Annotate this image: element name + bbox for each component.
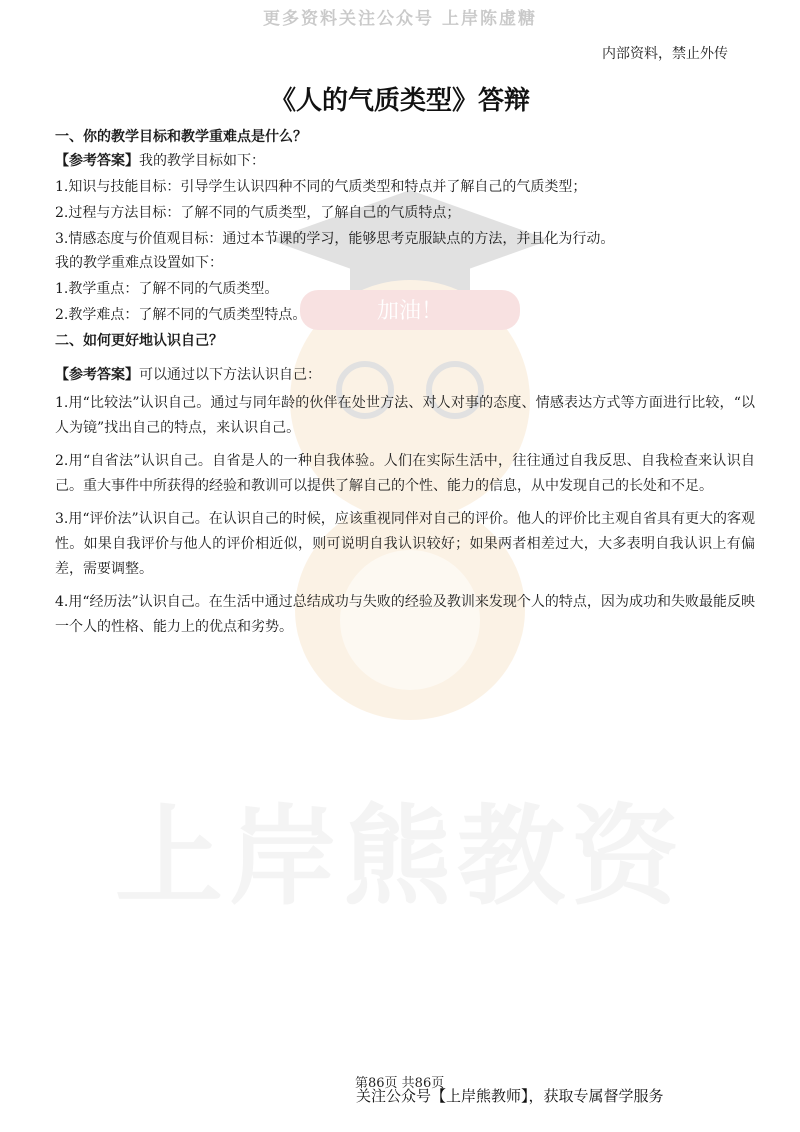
answer-label: 【参考答案】 [55,153,139,169]
document-title: 《人的气质类型》答辩 [269,86,530,116]
goal-item: 2.过程与方法目标：了解不同的气质类型，了解自己的气质特点； [55,205,461,221]
answer-intro-text: 我的教学目标如下： [139,153,265,169]
document-body [55,123,755,648]
confidential-notice: 内部资料，禁止外传 [602,46,728,62]
keypoint-item: 2.教学难点：了解不同的气质类型特点。 [55,307,307,323]
method-item: 3.用“评价法”认识自己。在认识自己的时候，应该重视同伴对自己的评价。他人的评价比主观自省具有更大的客观性。如果自我评价与他人的评价相近似，则可说明自我认识较好；如果两者相差过大，大多表明自我认识上有偏差，需要调整。 [55,511,755,577]
question-2-heading: 二、如何更好地认识自己？ [55,333,223,349]
answer-intro-text: 可以通过以下方法认识自己： [139,367,321,383]
method-item: 1.用“比较法”认识自己。通过与同年龄的伙伴在处世方法、对人对事的态度、情感表达方式等方面进行比较，“以人为镜”找出自己的特点，来认识自己。 [55,395,755,436]
goal-item: 1.知识与技能目标：引导学生认识四种不同的气质类型和特点并了解自己的气质类型； [55,179,587,195]
watermark-text: 上岸熊教资 [114,795,685,920]
question-1-heading: 一、你的教学目标和教学重难点是什么？ [55,129,307,145]
top-banner: 更多资料关注公众号 上岸陈虚糖 [263,9,537,29]
keypoints-intro: 我的教学重难点设置如下： [55,255,223,271]
keypoint-item: 1.教学重点：了解不同的气质类型。 [55,281,279,297]
goal-item: 3.情感态度与价值观目标：通过本节课的学习，能够思考克服缺点的方法，并且化为行动。 [55,231,615,247]
answer-2-intro [55,365,755,385]
answer-1-intro [55,151,755,171]
method-item: 4.用“经历法”认识自己。在生活中通过总结成功与失败的经验及教训来发现个人的特点，因为成功和失败最能反映一个人的性格、能力上的优点和劣势。 [55,594,755,635]
answer-label: 【参考答案】 [55,367,139,383]
footer-promo: 关注公众号【上岸熊教师】，获取专属督学服务 [356,1087,664,1105]
page-number: 第86页 共86页 [355,1076,445,1091]
mascot-badge-text: 加油！ [376,299,444,324]
method-item: 2.用“自省法”认识自己。自省是人的一种自我体验。人们在实际生活中，往往通过自我反思、自我检查来认识自己。重大事件中所获得的经验和教训可以提供了解自己的个性、能力的信息，从中发现自己的长处和不足。 [55,453,755,494]
